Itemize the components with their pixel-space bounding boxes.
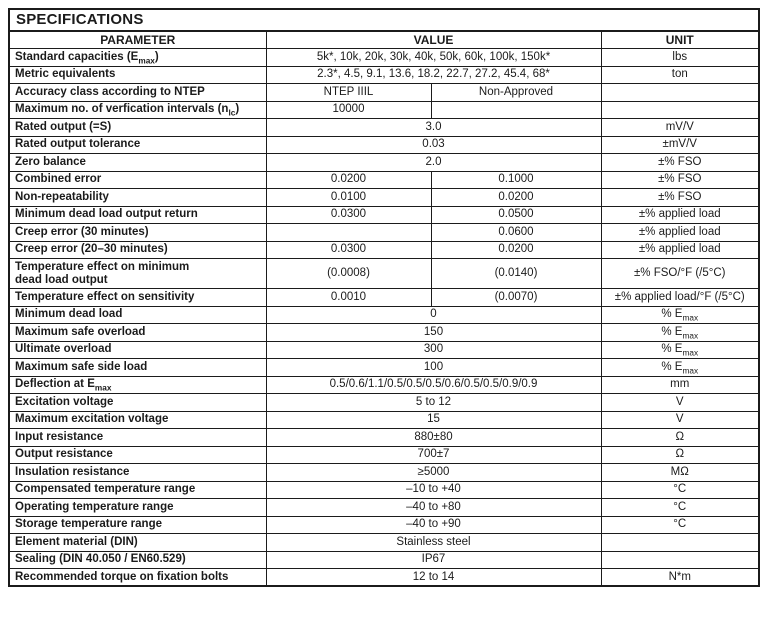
table-header-row: [9, 31, 759, 49]
unit-cell: ±% FSO: [601, 171, 759, 189]
unit-cell: Ω: [601, 446, 759, 464]
unit-cell: °C: [601, 481, 759, 499]
unit-cell: ±% applied load: [601, 206, 759, 224]
parameter-cell: Maximum safe overload: [9, 324, 266, 342]
parameter-cell: Maximum excitation voltage: [9, 411, 266, 429]
parameter-cell: Maximum safe side load: [9, 359, 266, 377]
value-cell: 15: [266, 411, 601, 429]
column-header-value: VALUE: [266, 31, 601, 49]
table-row: [9, 241, 759, 259]
column-header-parameter: PARAMETER: [9, 31, 266, 49]
unit-cell: V: [601, 394, 759, 412]
value-cell: –40 to +90: [266, 516, 601, 534]
table-row: [9, 189, 759, 207]
table-row: [9, 429, 759, 447]
parameter-cell: Rated output tolerance: [9, 136, 266, 154]
value-cell-left: (0.0008): [266, 259, 431, 289]
value-cell: 5 to 12: [266, 394, 601, 412]
table-row: [9, 119, 759, 137]
parameter-cell: Creep error (30 minutes): [9, 224, 266, 242]
unit-cell: ±% applied load: [601, 241, 759, 259]
value-cell: 0.5/0.6/1.1/0.5/0.5/0.5/0.6/0.5/0.5/0.9/0.9: [266, 376, 601, 394]
value-cell-left: 0.0100: [266, 189, 431, 207]
unit-cell: mV/V: [601, 119, 759, 137]
unit-cell: % $E_{max}$: [601, 306, 759, 324]
table-row: [9, 206, 759, 224]
parameter-cell: Ultimate overload: [9, 341, 266, 359]
table-row: [9, 359, 759, 377]
parameter-cell: Maximum no. of verfication intervals $(n_{lc})$: [9, 101, 266, 119]
table-row: [9, 171, 759, 189]
value-cell: 0.03: [266, 136, 601, 154]
unit-cell: ±% FSO: [601, 154, 759, 172]
value-cell-right: (0.0140): [431, 259, 601, 289]
parameter-cell: Combined error: [9, 171, 266, 189]
table-row: [9, 394, 759, 412]
value-cell-right: 0.0500: [431, 206, 601, 224]
value-cell: –40 to +80: [266, 499, 601, 517]
unit-cell: [601, 101, 759, 119]
unit-cell: ±% FSO/°F (/5°C): [601, 259, 759, 289]
value-cell-left: 0.0200: [266, 171, 431, 189]
table-row: [9, 481, 759, 499]
value-cell-left: 0.0300: [266, 206, 431, 224]
parameter-cell: Metric equivalents: [9, 66, 266, 84]
value-cell-right: 0.0200: [431, 189, 601, 207]
value-cell: –10 to +40: [266, 481, 601, 499]
value-cell-right: 0.1000: [431, 171, 601, 189]
unit-cell: °C: [601, 499, 759, 517]
unit-cell: % $E_{max}$: [601, 341, 759, 359]
specifications-sheet: [8, 8, 760, 587]
value-cell-left: 0.0300: [266, 241, 431, 259]
value-cell-right: 0.0600: [431, 224, 601, 242]
table-row: [9, 66, 759, 84]
value-cell: 2.0: [266, 154, 601, 172]
table-row: [9, 569, 759, 587]
parameter-cell: Input resistance: [9, 429, 266, 447]
value-cell: Stainless steel: [266, 534, 601, 552]
value-cell: 2.3*, 4.5, 9.1, 13.6, 18.2, 22.7, 27.2, 45.4, 68*: [266, 66, 601, 84]
parameter-cell: Insulation resistance: [9, 464, 266, 482]
parameter-cell: Minimum dead load output return: [9, 206, 266, 224]
table-row: [9, 499, 759, 517]
unit-cell: ±% applied load: [601, 224, 759, 242]
table-title: SPECIFICATIONS: [9, 9, 759, 31]
value-cell-right: (0.0070): [431, 289, 601, 307]
unit-cell: % $E_{max}$: [601, 359, 759, 377]
value-cell: 100: [266, 359, 601, 377]
table-row: [9, 376, 759, 394]
table-row: [9, 516, 759, 534]
table-body: [9, 49, 759, 587]
table-row: [9, 84, 759, 102]
table-title-row: [9, 9, 759, 31]
value-cell-right: 0.0200: [431, 241, 601, 259]
table-row: [9, 306, 759, 324]
parameter-cell: Standard capacities $(E_{max})$: [9, 49, 266, 67]
parameter-cell: Excitation voltage: [9, 394, 266, 412]
table-row: [9, 259, 759, 289]
table-row: [9, 446, 759, 464]
table-row: [9, 411, 759, 429]
unit-cell: % $E_{max}$: [601, 324, 759, 342]
table-row: [9, 136, 759, 154]
unit-cell: [601, 84, 759, 102]
parameter-cell: Accuracy class according to NTEP: [9, 84, 266, 102]
unit-cell: MΩ: [601, 464, 759, 482]
table-row: [9, 464, 759, 482]
parameter-cell: Deflection at $E_{max}$: [9, 376, 266, 394]
table-row: [9, 551, 759, 569]
unit-cell: ton: [601, 66, 759, 84]
table-row: [9, 49, 759, 67]
value-cell: 150: [266, 324, 601, 342]
table-row: [9, 224, 759, 242]
unit-cell: lbs: [601, 49, 759, 67]
parameter-cell: Non-repeatability: [9, 189, 266, 207]
table-row: [9, 534, 759, 552]
table-row: [9, 289, 759, 307]
parameter-cell: Compensated temperature range: [9, 481, 266, 499]
unit-cell: V: [601, 411, 759, 429]
unit-cell: ±% applied load/°F (/5°C): [601, 289, 759, 307]
unit-cell: ±% FSO: [601, 189, 759, 207]
value-cell: 700±7: [266, 446, 601, 464]
value-cell: 12 to 14: [266, 569, 601, 587]
column-header-unit: UNIT: [601, 31, 759, 49]
table-row: [9, 324, 759, 342]
parameter-cell: Zero balance: [9, 154, 266, 172]
unit-cell: N*m: [601, 569, 759, 587]
value-cell: IP67: [266, 551, 601, 569]
value-cell: 0: [266, 306, 601, 324]
value-cell-left: [266, 224, 431, 242]
value-cell-right: Non-Approved: [431, 84, 601, 102]
parameter-cell: Temperature effect on minimum dead load output: [9, 259, 266, 289]
table-row: [9, 341, 759, 359]
parameter-cell: Temperature effect on sensitivity: [9, 289, 266, 307]
parameter-cell: Recommended torque on fixation bolts: [9, 569, 266, 587]
unit-cell: ±mV/V: [601, 136, 759, 154]
value-cell-right: [431, 101, 601, 119]
parameter-cell: Operating temperature range: [9, 499, 266, 517]
unit-cell: mm: [601, 376, 759, 394]
value-cell-left: NTEP IIIL: [266, 84, 431, 102]
parameter-cell: Storage temperature range: [9, 516, 266, 534]
parameter-cell: Rated output (=S): [9, 119, 266, 137]
value-cell: 3.0: [266, 119, 601, 137]
parameter-cell: Output resistance: [9, 446, 266, 464]
value-cell: 300: [266, 341, 601, 359]
table-row: [9, 154, 759, 172]
parameter-cell: Minimum dead load: [9, 306, 266, 324]
value-cell: 5k*, 10k, 20k, 30k, 40k, 50k, 60k, 100k, 150k*: [266, 49, 601, 67]
value-cell-left: 0.0010: [266, 289, 431, 307]
unit-cell: [601, 551, 759, 569]
unit-cell: °C: [601, 516, 759, 534]
unit-cell: Ω: [601, 429, 759, 447]
parameter-cell: Sealing (DIN 40.050 / EN60.529): [9, 551, 266, 569]
parameter-cell: Element material (DIN): [9, 534, 266, 552]
parameter-cell: Creep error (20–30 minutes): [9, 241, 266, 259]
value-cell: 880±80: [266, 429, 601, 447]
unit-cell: [601, 534, 759, 552]
table-row: [9, 101, 759, 119]
value-cell-left: 10000: [266, 101, 431, 119]
spec-table: [8, 8, 760, 587]
value-cell: ≥5000: [266, 464, 601, 482]
